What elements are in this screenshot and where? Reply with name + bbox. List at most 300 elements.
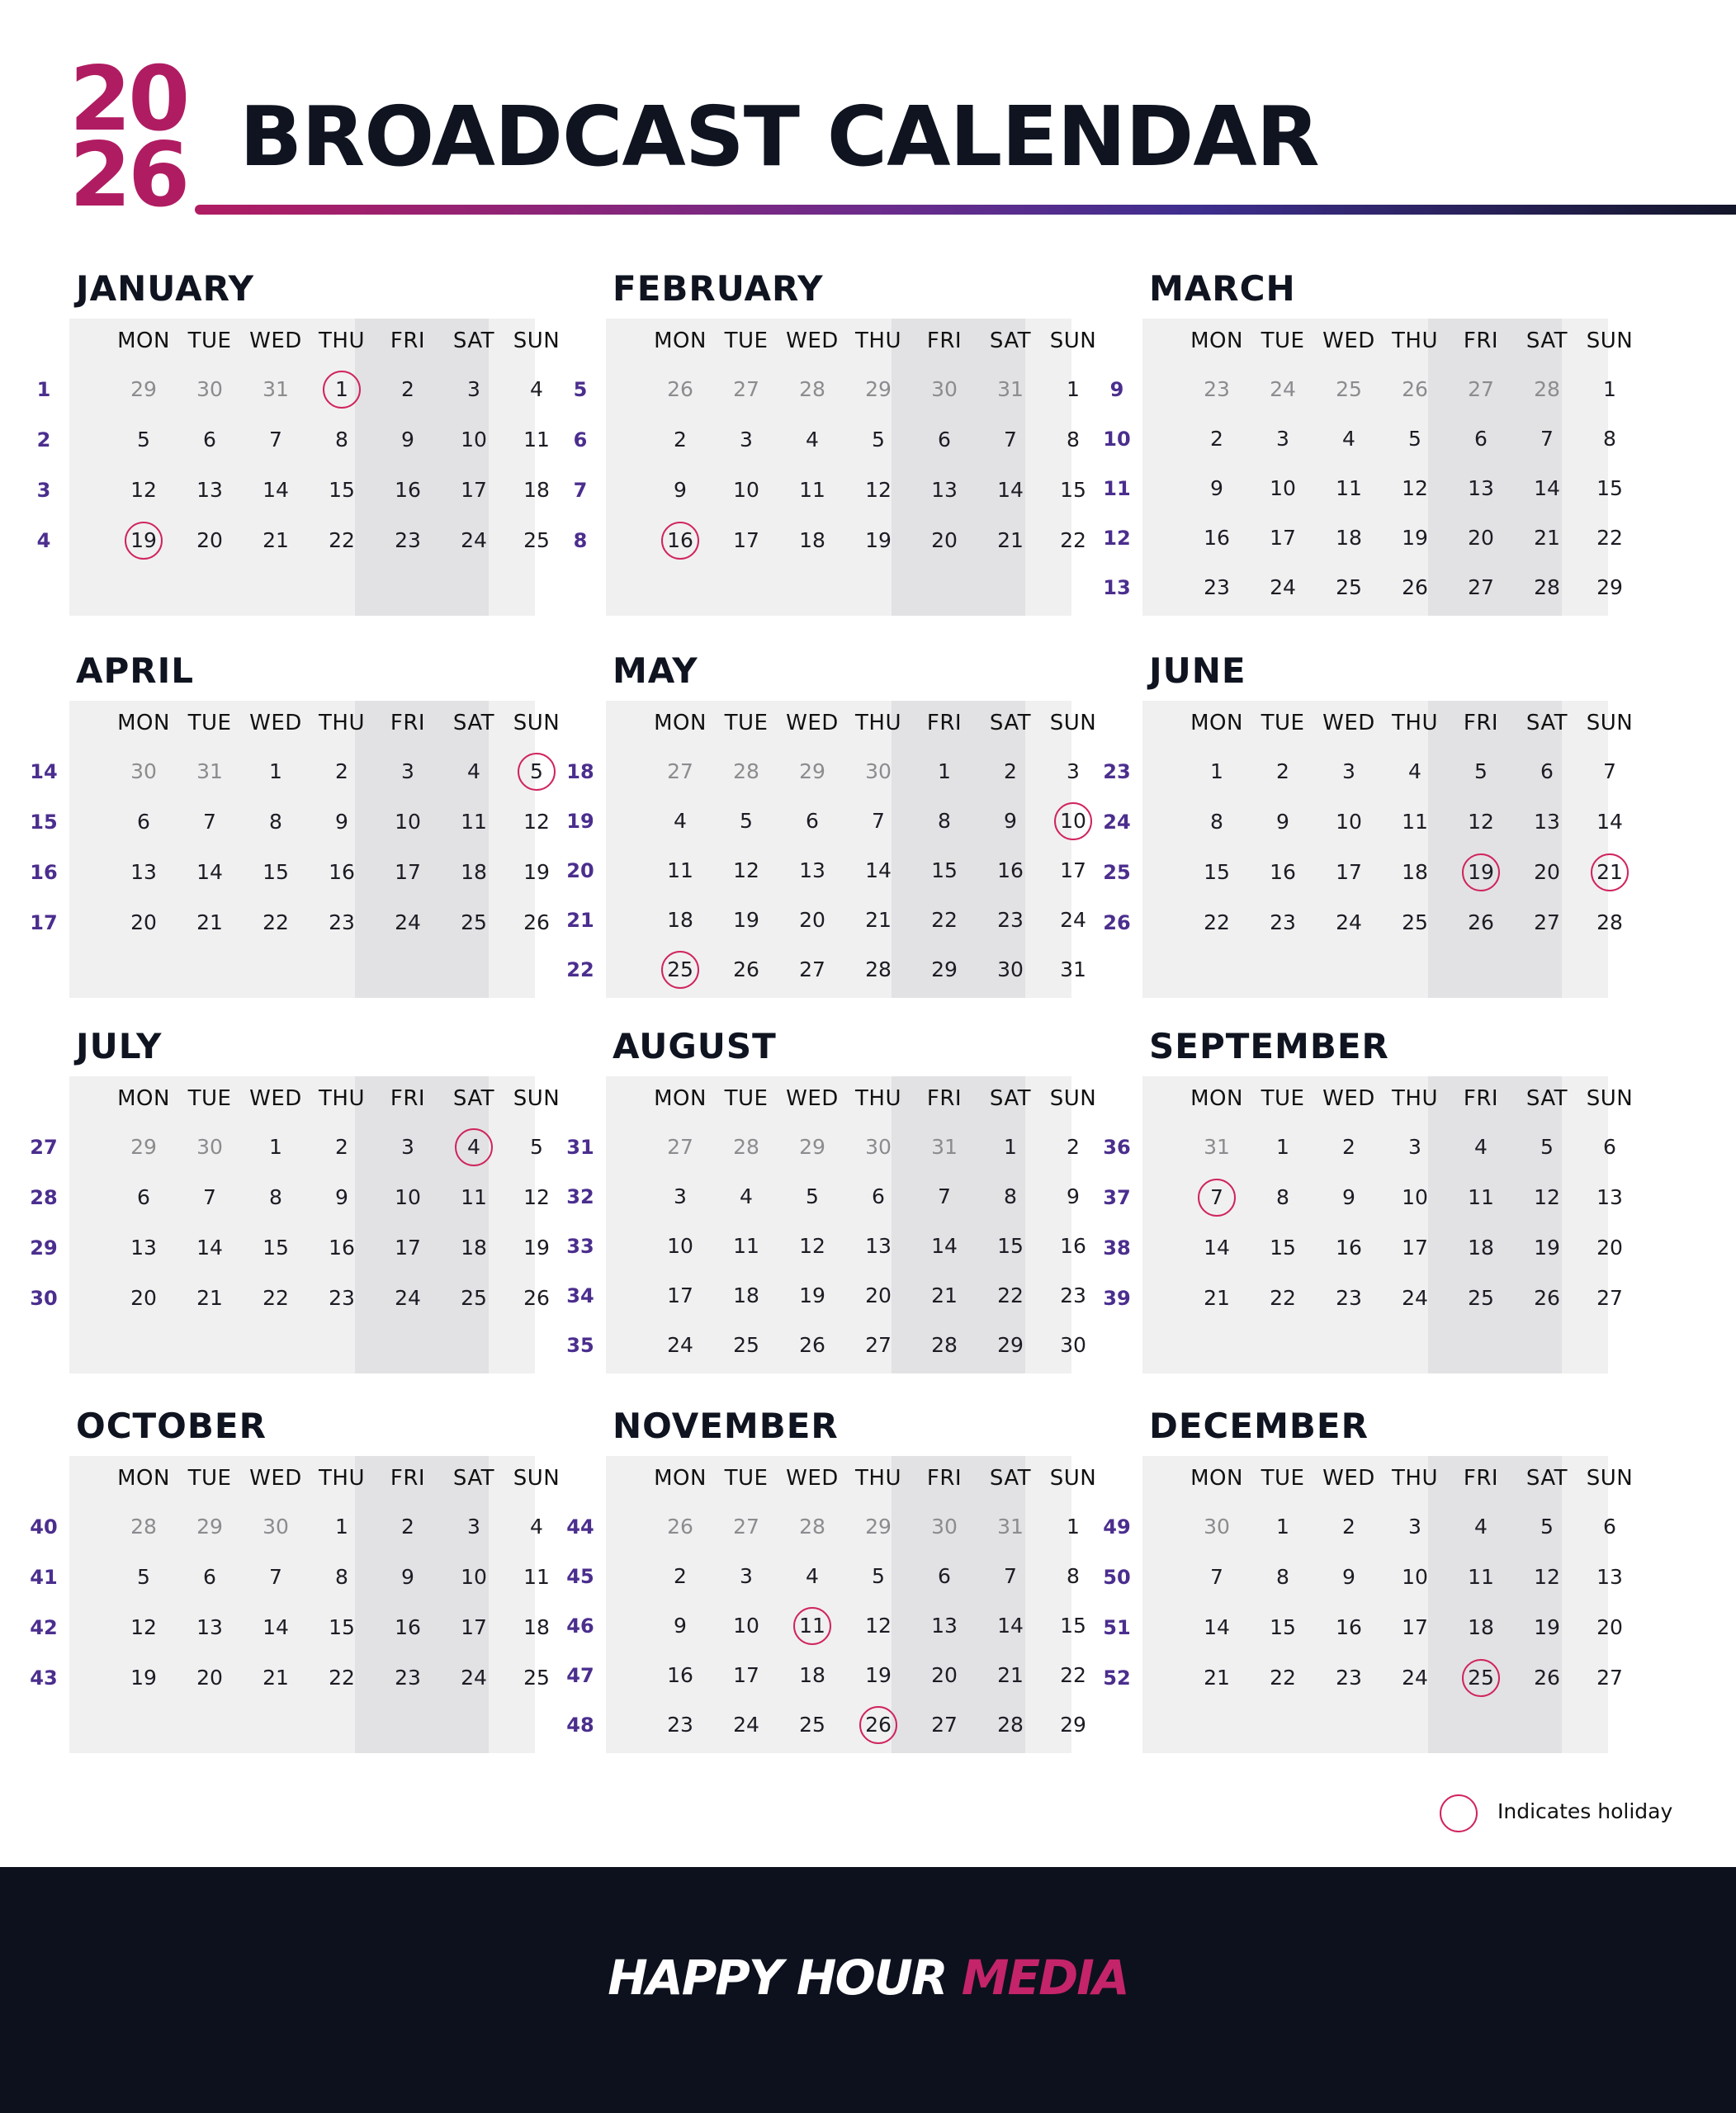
weekday-header: THU (855, 329, 901, 353)
calendar-date: 5 (872, 428, 885, 451)
weekday-header: THU (1392, 711, 1438, 735)
calendar-date: 13 (130, 1236, 157, 1260)
weekday-header: MON (1190, 1466, 1243, 1491)
calendar-date: 17 (461, 1615, 487, 1639)
calendar-date: 9 (674, 1614, 687, 1638)
calendar-date: 25 (523, 528, 550, 552)
calendar-date: 1 (1210, 759, 1223, 783)
calendar-date: 22 (263, 910, 289, 934)
calendar-date: 18 (461, 1236, 487, 1260)
year-bottom: 26 (69, 124, 187, 227)
calendar-date: 26 (1468, 910, 1494, 934)
weekday-header: TUE (1261, 711, 1305, 735)
weekday-header: WED (786, 711, 839, 735)
weekday-header: WED (786, 329, 839, 353)
header-gradient-rule (195, 205, 1736, 215)
calendar-date: 22 (1060, 1663, 1086, 1687)
calendar-date: 21 (1204, 1666, 1230, 1690)
calendar-date: 23 (1204, 575, 1230, 599)
month-name: OCTOBER (76, 1406, 267, 1446)
calendar-date: 19 (865, 1663, 892, 1687)
calendar-date: 3 (467, 1515, 480, 1539)
calendar-date: 2 (674, 1564, 687, 1588)
calendar-date: 10 (395, 1185, 421, 1209)
calendar-date: 24 (461, 1666, 487, 1690)
weekday-header: SUN (1586, 1086, 1634, 1111)
calendar-date: 29 (799, 759, 825, 783)
calendar-date: 10 (667, 1234, 693, 1258)
calendar-date: 6 (137, 1185, 150, 1209)
month-september (1096, 1026, 1736, 1368)
calendar-date: 1 (269, 759, 282, 783)
week-number: 45 (566, 1565, 594, 1588)
calendar-date: 5 (137, 1565, 150, 1589)
calendar-date: 14 (931, 1234, 958, 1258)
week-number: 41 (30, 1566, 58, 1589)
weekday-header: TUE (1261, 1466, 1305, 1491)
calendar-date: 17 (1336, 860, 1362, 884)
calendar-date: 19 (1402, 526, 1428, 550)
week-number: 47 (566, 1664, 594, 1687)
calendar-date: 18 (523, 478, 550, 502)
week-number: 26 (1103, 911, 1131, 934)
calendar-date: 25 (1336, 575, 1362, 599)
calendar-date: 3 (1342, 759, 1355, 783)
calendar-date: 9 (335, 1185, 348, 1209)
week-number: 51 (1103, 1616, 1131, 1639)
calendar-date: 11 (1402, 810, 1428, 834)
weekday-header: SUN (513, 1086, 561, 1111)
calendar-date: 5 (1474, 759, 1488, 783)
holiday-date: 25 (1448, 1653, 1514, 1703)
calendar-date: 28 (799, 377, 825, 401)
week-number: 39 (1103, 1287, 1131, 1310)
calendar-date: 10 (733, 478, 759, 502)
calendar-date: 13 (130, 860, 157, 884)
week-number: 9 (1109, 378, 1124, 401)
calendar-date: 5 (1540, 1135, 1554, 1159)
calendar-date: 28 (931, 1333, 958, 1357)
week-number: 22 (566, 958, 594, 981)
month-name: APRIL (76, 650, 195, 691)
calendar-date: 18 (461, 860, 487, 884)
calendar-date: 28 (799, 1515, 825, 1539)
calendar-date: 28 (1534, 575, 1560, 599)
calendar-date: 8 (1004, 1184, 1017, 1208)
weekday-header: MON (654, 329, 707, 353)
calendar-date: 12 (523, 1185, 550, 1209)
weekday-header: SAT (1526, 1466, 1568, 1491)
week-number: 29 (30, 1236, 58, 1260)
logo-text-magenta: MEDIA (961, 1950, 1128, 2006)
week-number: 17 (30, 911, 58, 934)
weekday-header: TUE (724, 1466, 769, 1491)
calendar-date: 19 (523, 860, 550, 884)
weekday-header: WED (249, 329, 302, 353)
calendar-date: 5 (806, 1184, 819, 1208)
calendar-date: 24 (395, 1286, 421, 1310)
calendar-date: 8 (938, 809, 951, 833)
calendar-date: 26 (733, 957, 759, 981)
calendar-date: 20 (196, 528, 223, 552)
calendar-date: 24 (1336, 910, 1362, 934)
calendar-date: 25 (461, 1286, 487, 1310)
calendar-date: 12 (523, 810, 550, 834)
calendar-date: 19 (130, 1666, 157, 1690)
calendar-date: 28 (733, 759, 759, 783)
calendar-date: 2 (1004, 759, 1017, 783)
week-number: 4 (36, 529, 51, 552)
month-name: JUNE (1149, 650, 1246, 691)
calendar-date: 2 (401, 1515, 414, 1539)
week-number: 16 (30, 861, 58, 884)
calendar-date: 26 (1534, 1286, 1560, 1310)
calendar-date: 1 (1603, 377, 1616, 401)
calendar-date: 24 (1270, 377, 1296, 401)
calendar-date: 11 (667, 858, 693, 882)
week-number: 35 (566, 1334, 594, 1357)
calendar-date: 9 (1342, 1185, 1355, 1209)
week-number: 42 (30, 1616, 58, 1639)
calendar-date: 4 (1342, 427, 1355, 451)
week-number: 1 (36, 378, 51, 401)
calendar-date: 30 (865, 759, 892, 783)
calendar-date: 31 (997, 1515, 1024, 1539)
weekday-header: TUE (187, 711, 232, 735)
weekday-header: SAT (452, 1466, 495, 1491)
calendar-date: 17 (395, 1236, 421, 1260)
calendar-date: 3 (1067, 759, 1080, 783)
calendar-date: 2 (1067, 1135, 1080, 1159)
calendar-date: 29 (931, 957, 958, 981)
calendar-date: 30 (130, 759, 157, 783)
calendar-date: 22 (329, 1666, 355, 1690)
calendar-date: 8 (1276, 1565, 1289, 1589)
calendar-date: 27 (1534, 910, 1560, 934)
calendar-date: 6 (938, 1564, 951, 1588)
calendar-date: 11 (1336, 476, 1362, 500)
calendar-date: 16 (395, 478, 421, 502)
calendar-date: 27 (1468, 377, 1494, 401)
month-name: SEPTEMBER (1149, 1026, 1389, 1066)
calendar-date: 6 (806, 809, 819, 833)
calendar-date: 10 (1336, 810, 1362, 834)
weekday-header: FRI (1463, 329, 1499, 353)
calendar-date: 4 (530, 1515, 543, 1539)
calendar-date: 9 (1067, 1184, 1080, 1208)
week-number: 48 (566, 1714, 594, 1737)
calendar-date: 22 (329, 528, 355, 552)
calendar-date: 27 (1596, 1666, 1623, 1690)
calendar-date: 4 (1474, 1135, 1488, 1159)
calendar-date: 23 (329, 1286, 355, 1310)
calendar-date: 31 (1060, 957, 1086, 981)
week-number: 8 (573, 529, 588, 552)
calendar-date: 17 (733, 1663, 759, 1687)
calendar-date: 9 (674, 478, 687, 502)
calendar-date: 20 (865, 1283, 892, 1307)
calendar-date: 8 (269, 1185, 282, 1209)
calendar-date: 20 (196, 1666, 223, 1690)
month-name: MARCH (1149, 268, 1296, 309)
weekday-header: MON (117, 329, 170, 353)
calendar-date: 4 (806, 1564, 819, 1588)
calendar-date: 28 (997, 1713, 1024, 1737)
holiday-date: 4 (441, 1123, 507, 1172)
calendar-date: 1 (1276, 1135, 1289, 1159)
week-number: 7 (573, 479, 588, 502)
week-number: 32 (566, 1185, 594, 1208)
weekday-header: MON (1190, 1086, 1243, 1111)
calendar-date: 19 (733, 908, 759, 932)
calendar-date: 27 (667, 759, 693, 783)
calendar-date: 1 (335, 1515, 348, 1539)
calendar-date: 15 (1060, 1614, 1086, 1638)
week-number: 34 (566, 1284, 594, 1307)
calendar-date: 22 (1596, 526, 1623, 550)
calendar-date: 17 (1402, 1615, 1428, 1639)
calendar-date: 17 (1060, 858, 1086, 882)
logo-text-white: HAPPY HOUR (608, 1950, 962, 2006)
calendar-date: 12 (733, 858, 759, 882)
calendar-date: 27 (1596, 1286, 1623, 1310)
calendar-date: 6 (1474, 427, 1488, 451)
calendar-date: 14 (1596, 810, 1623, 834)
calendar-date: 5 (1408, 427, 1421, 451)
calendar-date: 12 (1534, 1185, 1560, 1209)
calendar-date: 18 (523, 1615, 550, 1639)
weekday-header: SUN (1586, 711, 1634, 735)
calendar-date: 29 (196, 1515, 223, 1539)
weekday-header: TUE (724, 711, 769, 735)
calendar-date: 24 (395, 910, 421, 934)
week-number: 11 (1103, 477, 1131, 500)
calendar-date: 2 (674, 428, 687, 451)
calendar-date: 29 (865, 1515, 892, 1539)
weekday-header: FRI (1463, 1466, 1499, 1491)
calendar-date: 9 (1342, 1565, 1355, 1589)
calendar-date: 8 (1067, 1564, 1080, 1588)
holiday-date: 10 (1040, 797, 1106, 846)
weekday-header: SUN (1049, 711, 1097, 735)
calendar-date: 8 (269, 810, 282, 834)
calendar-date: 11 (799, 478, 825, 502)
calendar-date: 15 (1270, 1236, 1296, 1260)
brand-logo (0, 1950, 1736, 2006)
calendar-date: 11 (733, 1234, 759, 1258)
calendar-date: 13 (931, 478, 958, 502)
calendar-date: 18 (1468, 1615, 1494, 1639)
calendar-date: 17 (667, 1283, 693, 1307)
weekday-header: THU (855, 711, 901, 735)
calendar-date: 26 (667, 1515, 693, 1539)
weekday-header: MON (654, 1086, 707, 1111)
calendar-date: 16 (1336, 1615, 1362, 1639)
calendar-date: 29 (1596, 575, 1623, 599)
calendar-date: 13 (799, 858, 825, 882)
calendar-date: 15 (263, 860, 289, 884)
calendar-date: 25 (1336, 377, 1362, 401)
weekday-header: WED (1322, 1086, 1375, 1111)
calendar-date: 1 (269, 1135, 282, 1159)
calendar-date: 15 (997, 1234, 1024, 1258)
calendar-date: 30 (1060, 1333, 1086, 1357)
calendar-date: 21 (931, 1283, 958, 1307)
calendar-date: 15 (1270, 1615, 1296, 1639)
weekday-header: FRI (1463, 711, 1499, 735)
calendar-date: 24 (1402, 1286, 1428, 1310)
calendar-date: 28 (1596, 910, 1623, 934)
weekday-header: FRI (390, 1466, 426, 1491)
calendar-date: 3 (401, 1135, 414, 1159)
calendar-date: 16 (329, 1236, 355, 1260)
calendar-date: 22 (263, 1286, 289, 1310)
calendar-date: 19 (1534, 1236, 1560, 1260)
weekday-header: SUN (513, 329, 561, 353)
calendar-date: 12 (130, 478, 157, 502)
calendar-date: 15 (329, 1615, 355, 1639)
weekday-header: TUE (724, 1086, 769, 1111)
month-name: NOVEMBER (613, 1406, 839, 1446)
calendar-date: 18 (799, 528, 825, 552)
calendar-date: 8 (1276, 1185, 1289, 1209)
weekday-header: FRI (926, 1086, 963, 1111)
week-number: 27 (30, 1136, 58, 1159)
week-number: 37 (1103, 1186, 1131, 1209)
calendar-date: 11 (461, 1185, 487, 1209)
calendar-date: 17 (1270, 526, 1296, 550)
week-number: 44 (566, 1515, 594, 1539)
week-number: 28 (30, 1186, 58, 1209)
calendar-date: 16 (329, 860, 355, 884)
weekday-header: TUE (187, 1086, 232, 1111)
calendar-date: 21 (997, 1663, 1024, 1687)
calendar-date: 14 (865, 858, 892, 882)
calendar-date: 12 (1534, 1565, 1560, 1589)
calendar-date: 3 (467, 377, 480, 401)
weekday-header: TUE (1261, 329, 1305, 353)
calendar-date: 31 (997, 377, 1024, 401)
week-number: 10 (1103, 428, 1131, 451)
calendar-date: 7 (203, 1185, 216, 1209)
calendar-date: 2 (401, 377, 414, 401)
calendar-date: 10 (461, 1565, 487, 1589)
calendar-date: 26 (799, 1333, 825, 1357)
calendar-date: 13 (1596, 1185, 1623, 1209)
calendar-date: 5 (1540, 1515, 1554, 1539)
calendar-date: 9 (335, 810, 348, 834)
calendar-date: 2 (1342, 1135, 1355, 1159)
calendar-date: 9 (1004, 809, 1017, 833)
calendar-date: 20 (1596, 1236, 1623, 1260)
page-title: BROADCAST CALENDAR (239, 88, 1319, 185)
calendar-date: 10 (461, 428, 487, 451)
weekday-header: THU (319, 1466, 365, 1491)
calendar-date: 12 (1402, 476, 1428, 500)
weekday-header: WED (249, 1466, 302, 1491)
calendar-date: 7 (203, 810, 216, 834)
calendar-date: 16 (1270, 860, 1296, 884)
calendar-date: 5 (872, 1564, 885, 1588)
calendar-date: 3 (1408, 1515, 1421, 1539)
calendar-date: 25 (733, 1333, 759, 1357)
calendar-date: 6 (1540, 759, 1554, 783)
month-name: JANUARY (76, 268, 255, 309)
month-june (1096, 650, 1736, 993)
weekday-header: THU (1392, 1086, 1438, 1111)
weekday-header: WED (786, 1086, 839, 1111)
calendar-date: 2 (1276, 759, 1289, 783)
calendar-date: 30 (931, 1515, 958, 1539)
calendar-date: 29 (1060, 1713, 1086, 1737)
calendar-date: 31 (1204, 1135, 1230, 1159)
calendar-date: 30 (263, 1515, 289, 1539)
calendar-date: 21 (1534, 526, 1560, 550)
holiday-date: 5 (504, 747, 570, 797)
calendar-date: 14 (997, 478, 1024, 502)
calendar-date: 16 (395, 1615, 421, 1639)
weekday-header: MON (117, 1086, 170, 1111)
calendar-date: 30 (997, 957, 1024, 981)
calendar-date: 23 (997, 908, 1024, 932)
calendar-date: 3 (740, 428, 753, 451)
year-top: 20 (69, 48, 187, 151)
week-number: 43 (30, 1666, 58, 1690)
calendar-date: 9 (1276, 810, 1289, 834)
calendar-date: 3 (1276, 427, 1289, 451)
calendar-date: 31 (931, 1135, 958, 1159)
month-name: FEBRUARY (613, 268, 824, 309)
calendar-date: 7 (269, 428, 282, 451)
weekday-header: SUN (1586, 329, 1634, 353)
weekday-header: FRI (926, 1466, 963, 1491)
calendar-date: 10 (1270, 476, 1296, 500)
weekday-header: SUN (513, 711, 561, 735)
calendar-date: 10 (1402, 1185, 1428, 1209)
calendar-date: 21 (196, 910, 223, 934)
holiday-date: 19 (111, 516, 177, 565)
calendar-date: 20 (130, 910, 157, 934)
calendar-date: 17 (733, 528, 759, 552)
calendar-date: 24 (667, 1333, 693, 1357)
weekday-header: SAT (989, 329, 1032, 353)
weekday-header: WED (249, 1086, 302, 1111)
calendar-date: 11 (1468, 1185, 1494, 1209)
holiday-date: 26 (845, 1700, 911, 1750)
week-number: 40 (30, 1515, 58, 1539)
holiday-date: 16 (647, 516, 713, 565)
calendar-date: 12 (130, 1615, 157, 1639)
week-number: 52 (1103, 1666, 1131, 1690)
calendar-date: 22 (1270, 1286, 1296, 1310)
weekday-header: SUN (513, 1466, 561, 1491)
calendar-date: 22 (931, 908, 958, 932)
calendar-date: 24 (461, 528, 487, 552)
week-number: 14 (30, 760, 58, 783)
weekday-header: SAT (452, 329, 495, 353)
calendar-date: 25 (1468, 1286, 1494, 1310)
calendar-date: 29 (997, 1333, 1024, 1357)
calendar-date: 20 (1596, 1615, 1623, 1639)
holiday-date: 25 (647, 945, 713, 995)
calendar-date: 6 (938, 428, 951, 451)
calendar-date: 27 (733, 1515, 759, 1539)
weekday-header: THU (319, 329, 365, 353)
calendar-date: 21 (865, 908, 892, 932)
year-mark (69, 48, 201, 227)
calendar-date: 1 (1067, 377, 1080, 401)
calendar-date: 7 (1004, 1564, 1017, 1588)
